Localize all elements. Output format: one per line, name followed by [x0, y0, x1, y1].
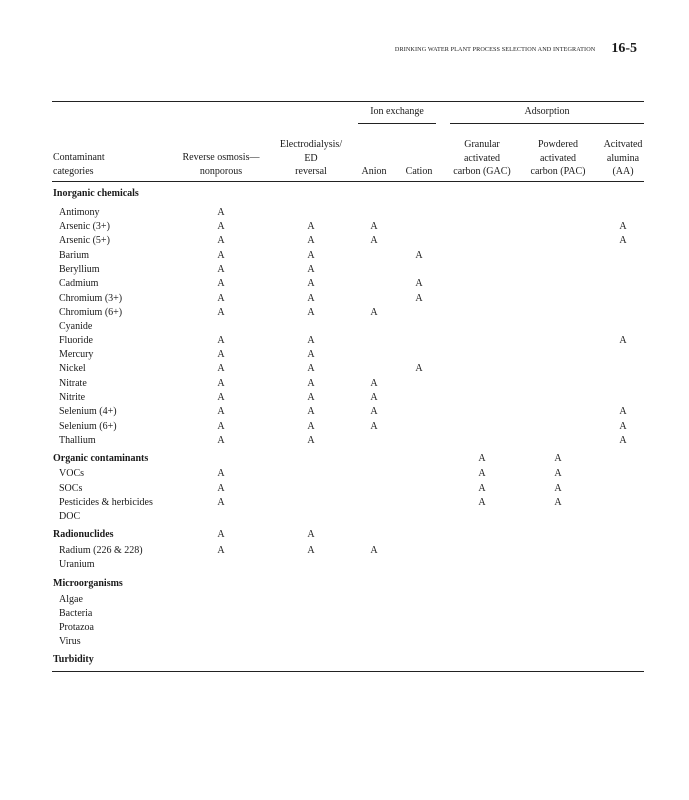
applicability-mark-ed: A [307, 545, 315, 556]
applicability-mark-ed: A [307, 435, 315, 446]
applicability-mark-anion: A [370, 545, 378, 556]
applicability-mark-anion: A [370, 421, 378, 432]
group-header-ion-exchange: Ion exchange [370, 106, 424, 117]
applicability-mark-anion: A [370, 392, 378, 403]
contaminant-label: Chromium (3+) [59, 293, 123, 304]
table-bottom-rule [52, 671, 644, 672]
running-head [0, 40, 637, 58]
applicability-mark-pac: A [554, 468, 562, 479]
applicability-mark-anion: A [370, 378, 378, 389]
contaminant-label: Mercury [59, 349, 94, 360]
applicability-mark-cation: A [415, 293, 423, 304]
column-header-category: Contaminant categories [53, 152, 105, 177]
applicability-mark-ro: A [217, 435, 225, 446]
contaminant-label: Cyanide [59, 321, 93, 332]
column-header-anion: Anion [361, 166, 387, 177]
applicability-mark-gac: A [478, 497, 486, 508]
category-heading: Microorganisms [53, 578, 123, 589]
contaminant-label: Uranium [59, 559, 95, 570]
applicability-mark-pac: A [554, 483, 562, 494]
applicability-mark-aa: A [619, 235, 627, 246]
contaminant-label: SOCs [59, 483, 83, 494]
applicability-mark-anion: A [370, 307, 378, 318]
contaminant-label: Barium [59, 250, 89, 261]
contaminant-label: Chromium (6+) [59, 307, 123, 318]
applicability-mark-ed: A [307, 278, 315, 289]
applicability-mark-ro: A [217, 307, 225, 318]
table-top-rule [52, 101, 644, 102]
applicability-mark-ro: A [217, 468, 225, 479]
contaminant-label: Selenium (6+) [59, 421, 117, 432]
contaminant-label: Nitrite [59, 392, 86, 403]
contaminant-label: Virus [59, 636, 81, 647]
applicability-mark-aa: A [619, 335, 627, 346]
applicability-mark-cation: A [415, 250, 423, 261]
applicability-mark-ro: A [217, 235, 225, 246]
contaminant-label: VOCs [59, 468, 85, 479]
applicability-mark-anion: A [370, 221, 378, 232]
applicability-mark-anion: A [370, 406, 378, 417]
applicability-mark-gac: A [478, 483, 486, 494]
column-header-electrodialysis: Electrodialysis/ ED reversal [279, 139, 343, 177]
applicability-mark-ed: A [307, 392, 315, 403]
adsorption-rule [450, 123, 644, 124]
contaminant-label: Thallium [59, 435, 96, 446]
applicability-mark-ro: A [217, 421, 225, 432]
contaminant-label: Bacteria [59, 608, 93, 619]
applicability-mark-ed: A [307, 221, 315, 232]
applicability-mark-cation: A [415, 363, 423, 374]
category-heading: Inorganic chemicals [53, 188, 139, 199]
applicability-mark-aa: A [619, 221, 627, 232]
contaminant-label: Pesticides & herbicides [59, 497, 153, 508]
applicability-mark-ro: A [217, 335, 225, 346]
applicability-mark-ro: A [217, 293, 225, 304]
applicability-mark-ed: A [307, 293, 315, 304]
column-header-reverse-osmosis: Reverse osmosis— nonporous [182, 152, 260, 177]
applicability-mark-ro: A [217, 363, 225, 374]
applicability-mark-gac: A [478, 468, 486, 479]
applicability-mark-aa: A [619, 435, 627, 446]
applicability-mark-ed: A [307, 421, 315, 432]
group-header-adsorption: Adsorption [524, 106, 570, 117]
header-bottom-rule [52, 181, 644, 182]
contaminant-label: Cadmium [59, 278, 99, 289]
contaminant-label: Nickel [59, 363, 86, 374]
column-header-pac: Powdered activated carbon (PAC) [530, 139, 586, 177]
contaminant-label: Radium (226 & 228) [59, 545, 143, 556]
contaminant-label: Beryllium [59, 264, 100, 275]
contaminant-label: Antimony [59, 207, 100, 218]
contaminant-label: Arsenic (3+) [59, 221, 110, 232]
applicability-mark-ed: A [307, 235, 315, 246]
contaminant-label: Arsenic (5+) [59, 235, 110, 246]
applicability-mark-ro: A [217, 250, 225, 261]
applicability-mark-ro: A [217, 207, 225, 218]
contaminant-label: Selenium (4+) [59, 406, 117, 417]
applicability-mark-ro: A [217, 483, 225, 494]
applicability-mark-ed: A [307, 307, 315, 318]
category-heading: Radionuclides [53, 529, 114, 540]
applicability-mark-anion: A [370, 235, 378, 246]
applicability-mark-ed: A [307, 378, 315, 389]
applicability-mark-pac: A [554, 497, 562, 508]
applicability-mark-ro: A [217, 392, 225, 403]
applicability-mark-ed: A [307, 529, 315, 540]
applicability-mark-ro: A [217, 349, 225, 360]
contaminant-label: Algae [59, 594, 83, 605]
applicability-mark-gac: A [478, 453, 486, 464]
column-header-cation: Cation [405, 166, 433, 177]
column-header-activated-alumina: Acitvated alumina (AA) [603, 139, 643, 177]
applicability-mark-ro: A [217, 221, 225, 232]
contaminant-label: Nitrate [59, 378, 87, 389]
contaminant-label: Protazoa [59, 622, 94, 633]
contaminant-label: DOC [59, 511, 81, 522]
applicability-mark-ro: A [217, 264, 225, 275]
applicability-mark-ed: A [307, 349, 315, 360]
applicability-mark-ro: A [217, 545, 225, 556]
ion-exchange-rule [358, 123, 436, 124]
applicability-mark-pac: A [554, 453, 562, 464]
applicability-mark-ed: A [307, 363, 315, 374]
applicability-mark-ed: A [307, 264, 315, 275]
applicability-mark-aa: A [619, 421, 627, 432]
applicability-mark-ro: A [217, 406, 225, 417]
applicability-mark-ed: A [307, 335, 315, 346]
applicability-mark-aa: A [619, 406, 627, 417]
applicability-mark-cation: A [415, 278, 423, 289]
running-head-title: DRINKING WATER PLANT PROCESS SELECTION AND INTEGRATION [394, 45, 596, 53]
applicability-mark-ro: A [217, 529, 225, 540]
column-header-gac: Granular activated carbon (GAC) [453, 139, 511, 177]
applicability-mark-ro: A [217, 278, 225, 289]
contaminant-label: Fluoride [59, 335, 93, 346]
category-heading: Organic contaminants [53, 453, 149, 464]
category-heading: Turbidity [53, 654, 94, 665]
applicability-mark-ro: A [217, 497, 225, 508]
applicability-mark-ed: A [307, 406, 315, 417]
applicability-mark-ro: A [217, 378, 225, 389]
applicability-mark-ed: A [307, 250, 315, 261]
page-number: 16-5 [611, 41, 637, 57]
